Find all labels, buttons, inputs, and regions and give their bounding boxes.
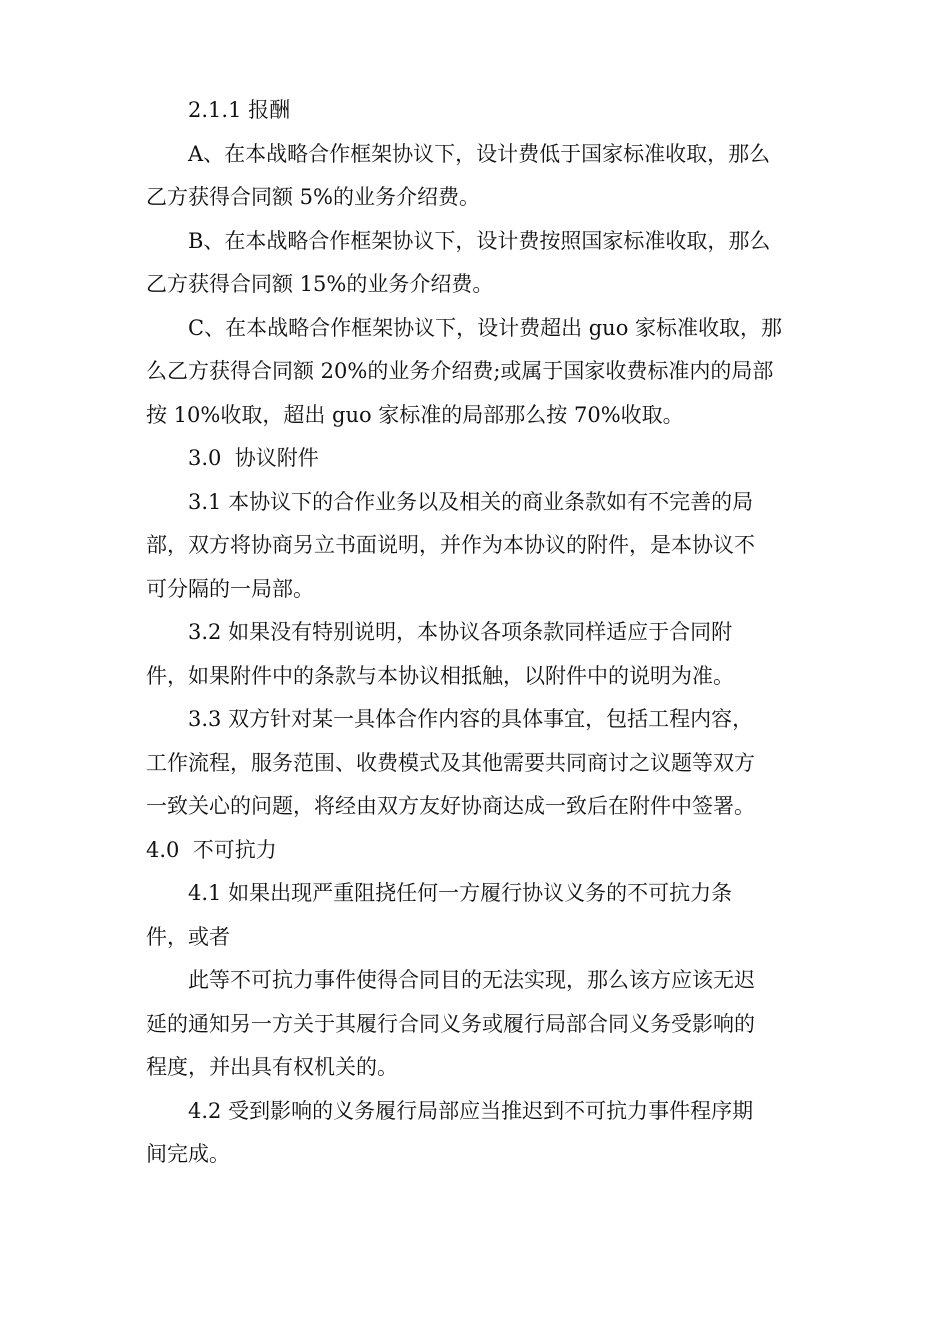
paragraph-3-2-line-2: 件，如果附件中的条款与本协议相抵触，以附件中的说明为准。 xyxy=(146,664,734,688)
paragraph-c-line-3: 按 10%收取，超出 guo 家标准的局部那么按 70%收取。 xyxy=(146,403,684,427)
paragraph-force-majeure-line-2: 延的通知另一方关于其履行合同义务或履行局部合同义务受影响的 xyxy=(146,1012,755,1036)
heading-4-0: 4.0 不可抗力 xyxy=(146,838,277,862)
paragraph-a-line-2: 乙方获得合同额 5%的业务介绍费。 xyxy=(146,185,480,209)
paragraph-3-3-line-3: 一致关心的问题，将经由双方友好协商达成一致后在附件中签署。 xyxy=(146,794,755,818)
paragraph-3-1-line-3: 可分隔的一局部。 xyxy=(146,577,314,601)
paragraph-b-line-1: B、在本战略合作框架协议下，设计费按照国家标准收取，那么 xyxy=(188,229,771,253)
paragraph-c-line-2: 么乙方获得合同额 20%的业务介绍费;或属于国家收费标准内的局部 xyxy=(146,359,774,383)
paragraph-4-1-line-1: 4.1 如果出现严重阻挠任何一方履行协议义务的不可抗力条 xyxy=(188,881,733,905)
paragraph-3-1-line-2: 部，双方将协商另立书面说明，并作为本协议的附件，是本协议不 xyxy=(146,533,755,557)
paragraph-4-1-line-2: 件，或者 xyxy=(146,925,230,949)
paragraph-4-2-line-2: 间完成。 xyxy=(146,1142,230,1166)
paragraph-3-3-line-2: 工作流程，服务范围、收费模式及其他需要共同商讨之议题等双方 xyxy=(146,751,755,775)
paragraph-force-majeure-line-3: 程度，并出具有权机关的。 xyxy=(146,1055,398,1079)
paragraph-a-line-1: A、在本战略合作框架协议下，设计费低于国家标准收取，那么 xyxy=(188,142,771,166)
paragraph-3-3-line-1: 3.3 双方针对某一具体合作内容的具体事宜，包括工程内容， xyxy=(188,707,754,731)
heading-3-0: 3.0 协议附件 xyxy=(188,446,319,470)
paragraph-c-line-1: C、在本战略合作框架协议下，设计费超出 guo 家标准收取，那 xyxy=(188,316,783,340)
paragraph-3-1-line-1: 3.1 本协议下的合作业务以及相关的商业条款如有不完善的局 xyxy=(188,490,754,514)
paragraph-4-2-line-1: 4.2 受到影响的义务履行局部应当推迟到不可抗力事件程序期 xyxy=(188,1099,754,1123)
paragraph-force-majeure-line-1: 此等不可抗力事件使得合同目的无法实现，那么该方应该无迟 xyxy=(188,968,755,992)
heading-2-1-1: 2.1.1 报酬 xyxy=(188,98,291,122)
paragraph-3-2-line-1: 3.2 如果没有特别说明，本协议各项条款同样适应于合同附 xyxy=(188,620,733,644)
paragraph-b-line-2: 乙方获得合同额 15%的业务介绍费。 xyxy=(146,272,494,296)
